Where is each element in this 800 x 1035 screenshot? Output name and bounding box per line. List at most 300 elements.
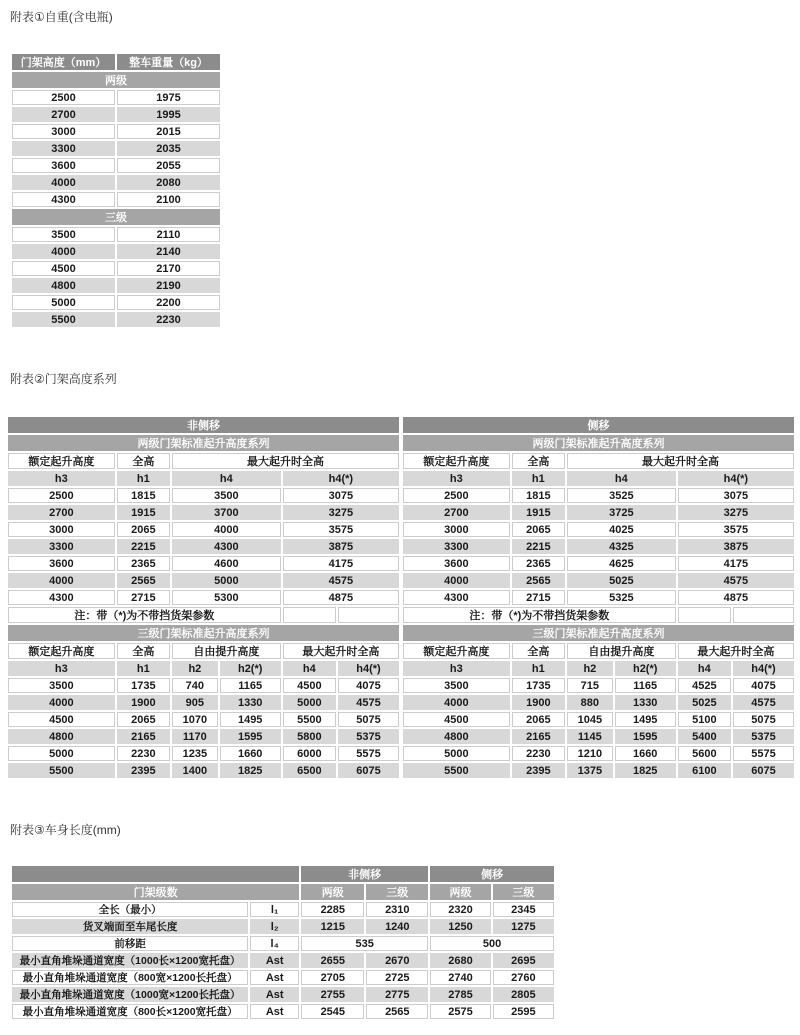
table-cell: 6100 xyxy=(678,763,731,778)
table-cell: 2725 xyxy=(366,970,428,985)
table-cell: 4500 xyxy=(12,261,115,276)
table-cell: 1070 xyxy=(172,712,218,727)
symbol-h1: h1 xyxy=(117,661,170,676)
table-cell: 3500 xyxy=(172,488,281,503)
table-cell: 535 xyxy=(301,936,428,951)
table-cell: 2035 xyxy=(117,141,220,156)
table-cell: 1210 xyxy=(567,746,613,761)
group-header-row xyxy=(8,417,399,433)
table-cell: 4500 xyxy=(283,678,336,693)
symbol-h1: h1 xyxy=(512,471,565,486)
table-cell: 2015 xyxy=(117,124,220,139)
table-cell: 最小直角堆垛通道宽度（1000长×1200宽托盘） xyxy=(12,953,248,968)
table-row xyxy=(12,227,220,242)
table-row xyxy=(12,936,554,951)
table-cell: 3500 xyxy=(8,678,115,693)
table-row xyxy=(12,278,220,293)
table-cell: 1995 xyxy=(117,107,220,122)
table-cell: 4325 xyxy=(567,539,676,554)
table-cell: 3300 xyxy=(403,539,510,554)
table-row xyxy=(12,158,220,173)
mast-height-table-nonsideshift xyxy=(6,415,401,780)
section-header-two-stage: 两级门架标准起升高度系列 xyxy=(8,435,399,451)
table-cell: 2565 xyxy=(512,573,565,588)
table-cell: 1375 xyxy=(567,763,613,778)
table-cell: 4000 xyxy=(403,695,510,710)
table-cell: 4575 xyxy=(338,695,399,710)
table-cell: 2165 xyxy=(117,729,170,744)
table-cell: 2670 xyxy=(366,953,428,968)
symbol-h4: h4 xyxy=(567,471,676,486)
col-header-max-lift-height: 最大起升时全高 xyxy=(678,643,794,659)
table-cell: 1900 xyxy=(512,695,565,710)
group-header-sideshift: 侧移 xyxy=(403,417,794,433)
table-cell: 1825 xyxy=(615,763,676,778)
table-cell: 4025 xyxy=(567,522,676,537)
table-cell: 4000 xyxy=(12,175,115,190)
table-row xyxy=(8,573,399,588)
table-cell: 715 xyxy=(567,678,613,693)
table-cell: 2200 xyxy=(117,295,220,310)
table-cell: 4000 xyxy=(403,573,510,588)
symbol-h2: h2 xyxy=(567,661,613,676)
table-cell: 2320 xyxy=(430,902,491,917)
table-cell: 740 xyxy=(172,678,218,693)
table-cell: 2740 xyxy=(430,970,491,985)
table-cell: 3000 xyxy=(12,124,115,139)
table-cell: 3000 xyxy=(8,522,115,537)
table-cell: 1660 xyxy=(615,746,676,761)
group-header-nonsideshift: 非侧移 xyxy=(301,866,428,882)
table-cell: 4300 xyxy=(12,192,115,207)
section-row xyxy=(12,209,220,225)
table-cell: 3725 xyxy=(567,505,676,520)
table-cell: 1045 xyxy=(567,712,613,727)
section-row xyxy=(12,72,220,88)
table-row xyxy=(12,175,220,190)
table-header-row xyxy=(12,54,220,70)
table-row xyxy=(8,539,399,554)
table-cell: 2080 xyxy=(117,175,220,190)
table-cell: 2700 xyxy=(8,505,115,520)
reach-distance-row xyxy=(12,936,554,951)
table2-title: 附表②门架高度系列 xyxy=(10,372,117,386)
table-row xyxy=(8,522,399,537)
aisle-width-rows xyxy=(12,953,554,1019)
table-cell: 2365 xyxy=(117,556,170,571)
empty-header-cell xyxy=(12,866,299,882)
table-cell: 5500 xyxy=(8,763,115,778)
table-cell: 4175 xyxy=(678,556,794,571)
table-cell: l₄ xyxy=(250,936,299,951)
section-header-three-stage: 三级门架标准起升高度系列 xyxy=(8,625,399,641)
table-cell: 1215 xyxy=(301,919,364,934)
table-cell: 5000 xyxy=(8,746,115,761)
table-cell: 5800 xyxy=(283,729,336,744)
table-cell: 4875 xyxy=(283,590,399,605)
group-header-row xyxy=(12,866,554,882)
table-cell: 5300 xyxy=(172,590,281,605)
table-cell: 2065 xyxy=(512,522,565,537)
table-cell: 2215 xyxy=(117,539,170,554)
three-stage-rows xyxy=(8,678,399,778)
table-cell: 2715 xyxy=(117,590,170,605)
mast-height-tables xyxy=(6,415,796,780)
table-row xyxy=(403,712,794,727)
table-cell: 4800 xyxy=(403,729,510,744)
table-cell: 5075 xyxy=(338,712,399,727)
table-cell: 2365 xyxy=(512,556,565,571)
table-row xyxy=(12,141,220,156)
table-cell: 2700 xyxy=(403,505,510,520)
table-cell: 1170 xyxy=(172,729,218,744)
table-cell: 3075 xyxy=(283,488,399,503)
table-cell: 3500 xyxy=(12,227,115,242)
table-cell: 5100 xyxy=(678,712,731,727)
symbol-h4-star: h4(*) xyxy=(733,661,794,676)
table-row xyxy=(12,312,220,327)
note-row xyxy=(8,607,399,623)
column-header-row xyxy=(403,643,794,659)
table-cell: 6500 xyxy=(283,763,336,778)
table-row xyxy=(12,902,554,917)
table-cell: 1235 xyxy=(172,746,218,761)
col-header-overall-height: 全高 xyxy=(117,643,170,659)
table-cell: 2545 xyxy=(301,1004,364,1019)
symbol-header-row xyxy=(403,471,794,486)
table-cell: 5600 xyxy=(678,746,731,761)
table-row xyxy=(403,729,794,744)
table-cell: 4075 xyxy=(338,678,399,693)
table-cell: 2395 xyxy=(512,763,565,778)
table-cell: 2500 xyxy=(12,90,115,105)
table-cell: 2715 xyxy=(512,590,565,605)
table-cell: 1495 xyxy=(615,712,676,727)
table-row xyxy=(8,729,399,744)
table-row xyxy=(8,695,399,710)
table-row xyxy=(8,556,399,571)
group-header-nonsideshift: 非侧移 xyxy=(8,417,399,433)
symbol-h3: h3 xyxy=(403,471,510,486)
symbol-h2: h2 xyxy=(172,661,218,676)
table-row xyxy=(12,192,220,207)
table-cell: 3300 xyxy=(12,141,115,156)
table-row xyxy=(8,590,399,605)
table-cell: 2565 xyxy=(366,1004,428,1019)
table-cell: 4800 xyxy=(12,278,115,293)
table-cell: 2760 xyxy=(493,970,554,985)
table-cell: 4000 xyxy=(8,573,115,588)
col-header-free-lift: 自由提升高度 xyxy=(567,643,676,659)
table-cell: 5375 xyxy=(733,729,794,744)
length-rows xyxy=(12,902,554,934)
col-header-truck-weight: 整车重量（kg） xyxy=(117,54,220,70)
table-cell: 880 xyxy=(567,695,613,710)
table-cell: 5000 xyxy=(172,573,281,588)
table-cell: 5575 xyxy=(338,746,399,761)
symbol-h2-star: h2(*) xyxy=(615,661,676,676)
table-cell: 5500 xyxy=(283,712,336,727)
table-cell: 6075 xyxy=(338,763,399,778)
table-cell: 2165 xyxy=(512,729,565,744)
table3-title: 附表③车身长度(mm) xyxy=(10,823,121,837)
empty-cell xyxy=(283,607,336,623)
table-cell: Ast xyxy=(250,1004,299,1019)
table-cell: 2065 xyxy=(117,712,170,727)
table-cell: 4175 xyxy=(283,556,399,571)
table-cell: 3500 xyxy=(403,678,510,693)
table-cell: 2190 xyxy=(117,278,220,293)
table-row xyxy=(403,763,794,778)
table-cell: 4300 xyxy=(8,590,115,605)
note-row xyxy=(403,607,794,623)
two-stage-rows xyxy=(403,488,794,605)
table-cell: 2285 xyxy=(301,902,364,917)
empty-cell xyxy=(338,607,399,623)
table-cell: 3875 xyxy=(283,539,399,554)
table-cell: 2755 xyxy=(301,987,364,1002)
table-cell: l₂ xyxy=(250,919,299,934)
table-cell: l₁ xyxy=(250,902,299,917)
table-cell: 全长（最小） xyxy=(12,902,248,917)
table-row xyxy=(8,678,399,693)
table-cell: 2230 xyxy=(117,312,220,327)
symbol-h1: h1 xyxy=(512,661,565,676)
mast-height-table-sideshift xyxy=(401,415,796,780)
group-header-row xyxy=(403,417,794,433)
table-cell: 4525 xyxy=(678,678,731,693)
table-cell: 1825 xyxy=(220,763,281,778)
body-length-table xyxy=(10,864,556,1021)
col-header-mast-stages: 门架级数 xyxy=(12,884,299,900)
symbol-h4-star: h4(*) xyxy=(283,471,399,486)
table-row xyxy=(12,295,220,310)
symbol-h4: h4 xyxy=(678,661,731,676)
table-cell: 2705 xyxy=(301,970,364,985)
col-header-rated-lift: 额定起升高度 xyxy=(8,643,115,659)
table-cell: 4300 xyxy=(172,539,281,554)
table-row xyxy=(8,746,399,761)
col-header-max-lift-height: 最大起升时全高 xyxy=(172,453,399,469)
table-cell: 5375 xyxy=(338,729,399,744)
table-cell: 1815 xyxy=(117,488,170,503)
table-cell: 5325 xyxy=(567,590,676,605)
table-cell: 5025 xyxy=(567,573,676,588)
section-header-row xyxy=(8,435,399,451)
table-cell: 2065 xyxy=(117,522,170,537)
table-cell: 4575 xyxy=(283,573,399,588)
table-cell: 4600 xyxy=(172,556,281,571)
empty-cell xyxy=(678,607,731,623)
table-cell: 1900 xyxy=(117,695,170,710)
table-cell: 5500 xyxy=(12,312,115,327)
table-cell: 3575 xyxy=(283,522,399,537)
symbol-header-row xyxy=(403,661,794,676)
table-cell: 1915 xyxy=(117,505,170,520)
column-header-row xyxy=(8,453,399,469)
table-cell: 2500 xyxy=(8,488,115,503)
table-row xyxy=(8,488,399,503)
symbol-h4: h4 xyxy=(283,661,336,676)
table1-title: 附表①自重(含电瓶) xyxy=(10,10,113,24)
table-row xyxy=(403,590,794,605)
table-row xyxy=(12,90,220,105)
table-cell: 5075 xyxy=(733,712,794,727)
table-cell: 2805 xyxy=(493,987,554,1002)
table-cell: 3875 xyxy=(678,539,794,554)
table-cell: 1595 xyxy=(615,729,676,744)
section-header-three-stage: 三级门架标准起升高度系列 xyxy=(403,625,794,641)
table-cell: 2230 xyxy=(117,746,170,761)
table-row xyxy=(12,244,220,259)
table-cell: 2565 xyxy=(117,573,170,588)
table-cell: 5000 xyxy=(283,695,336,710)
col-header-three-stage: 三级 xyxy=(493,884,554,900)
table-cell: 5575 xyxy=(733,746,794,761)
column-header-row xyxy=(12,884,554,900)
table-cell: 3575 xyxy=(678,522,794,537)
table-cell: 4575 xyxy=(733,695,794,710)
table-cell: 2595 xyxy=(493,1004,554,1019)
table-row xyxy=(12,987,554,1002)
table-row xyxy=(8,505,399,520)
table-cell: 最小直角堆垛通道宽度（800宽×1200长托盘） xyxy=(12,970,248,985)
col-header-overall-height: 全高 xyxy=(512,453,565,469)
section-header-row xyxy=(403,625,794,641)
table-cell: 4800 xyxy=(8,729,115,744)
table-row xyxy=(12,919,554,934)
table-cell: 1145 xyxy=(567,729,613,744)
table-row xyxy=(12,107,220,122)
table-cell: 2655 xyxy=(301,953,364,968)
table-cell: 1735 xyxy=(512,678,565,693)
table-cell: 1330 xyxy=(615,695,676,710)
table-cell: 3275 xyxy=(283,505,399,520)
table-row xyxy=(403,539,794,554)
table-cell: 货叉端面至车尾长度 xyxy=(12,919,248,934)
section-header-row xyxy=(8,625,399,641)
table-cell: 5025 xyxy=(678,695,731,710)
table-cell: 1250 xyxy=(430,919,491,934)
table-cell: 2310 xyxy=(366,902,428,917)
table-cell: 6000 xyxy=(283,746,336,761)
table-cell: 2230 xyxy=(512,746,565,761)
table-cell: 2055 xyxy=(117,158,220,173)
table-cell: 5500 xyxy=(403,763,510,778)
symbol-h1: h1 xyxy=(117,471,170,486)
table-cell: 3525 xyxy=(567,488,676,503)
table-cell: 2345 xyxy=(493,902,554,917)
table-cell: 500 xyxy=(430,936,554,951)
symbol-h4-star: h4(*) xyxy=(338,661,399,676)
table-cell: 5000 xyxy=(12,295,115,310)
column-header-row xyxy=(403,453,794,469)
col-header-overall-height: 全高 xyxy=(512,643,565,659)
symbol-h3: h3 xyxy=(8,661,115,676)
table-cell: 2215 xyxy=(512,539,565,554)
table-cell: 3075 xyxy=(678,488,794,503)
table-cell: 2065 xyxy=(512,712,565,727)
col-header-free-lift: 自由提升高度 xyxy=(172,643,281,659)
table-cell: 5000 xyxy=(403,746,510,761)
two-stage-rows xyxy=(8,488,399,605)
table-row xyxy=(403,695,794,710)
table-cell: 1400 xyxy=(172,763,218,778)
table-cell: 3300 xyxy=(8,539,115,554)
table-cell: 6075 xyxy=(733,763,794,778)
table-row xyxy=(12,124,220,139)
section-header-two-stage: 两级门架标准起升高度系列 xyxy=(403,435,794,451)
table-cell: 1975 xyxy=(117,90,220,105)
table-cell: 3000 xyxy=(403,522,510,537)
table-cell: 2700 xyxy=(12,107,115,122)
col-header-max-lift-height: 最大起升时全高 xyxy=(567,453,794,469)
three-stage-rows xyxy=(403,678,794,778)
table-cell: Ast xyxy=(250,987,299,1002)
table-row xyxy=(12,953,554,968)
table-row xyxy=(403,678,794,693)
symbol-header-row xyxy=(8,471,399,486)
col-header-overall-height: 全高 xyxy=(117,453,170,469)
table-row xyxy=(403,556,794,571)
table-cell: 1815 xyxy=(512,488,565,503)
col-header-rated-lift: 额定起升高度 xyxy=(403,643,510,659)
symbol-h3: h3 xyxy=(8,471,115,486)
note-text: 注：带（*)为不带挡货架参数 xyxy=(403,607,676,623)
symbol-h2-star: h2(*) xyxy=(220,661,281,676)
table-row xyxy=(403,505,794,520)
table-cell: 1595 xyxy=(220,729,281,744)
table-cell: 3600 xyxy=(12,158,115,173)
table-row xyxy=(403,522,794,537)
table-cell: 4500 xyxy=(8,712,115,727)
three-stage-rows xyxy=(12,227,220,327)
table-cell: 2775 xyxy=(366,987,428,1002)
table-cell: 最小直角堆垛通道宽度（800长×1200宽托盘） xyxy=(12,1004,248,1019)
table-cell: 4000 xyxy=(172,522,281,537)
table-cell: 4625 xyxy=(567,556,676,571)
table-cell: 最小直角堆垛通道宽度（1000宽×1200长托盘） xyxy=(12,987,248,1002)
table-cell: 3600 xyxy=(403,556,510,571)
table-cell: 4075 xyxy=(733,678,794,693)
table-cell: 2575 xyxy=(430,1004,491,1019)
note-text: 注：带（*)为不带挡货架参数 xyxy=(8,607,281,623)
table-cell: 4575 xyxy=(678,573,794,588)
section-label-two-stage: 两级 xyxy=(12,72,220,88)
table-cell: 3275 xyxy=(678,505,794,520)
table-cell: 3600 xyxy=(8,556,115,571)
empty-cell xyxy=(733,607,794,623)
symbol-h3: h3 xyxy=(403,661,510,676)
table-cell: 2680 xyxy=(430,953,491,968)
table-row xyxy=(403,573,794,588)
symbol-h4: h4 xyxy=(172,471,281,486)
two-stage-rows xyxy=(12,90,220,207)
column-header-row xyxy=(8,643,399,659)
col-header-two-stage: 两级 xyxy=(301,884,364,900)
table-cell: 4000 xyxy=(8,695,115,710)
table-cell: 2395 xyxy=(117,763,170,778)
table-row xyxy=(403,488,794,503)
table-row xyxy=(12,970,554,985)
table-row xyxy=(403,746,794,761)
table-cell: 905 xyxy=(172,695,218,710)
table-row xyxy=(8,763,399,778)
col-header-mast-height: 门架高度（mm） xyxy=(12,54,115,70)
table-cell: 1915 xyxy=(512,505,565,520)
col-header-rated-lift: 额定起升高度 xyxy=(403,453,510,469)
table-cell: 2140 xyxy=(117,244,220,259)
